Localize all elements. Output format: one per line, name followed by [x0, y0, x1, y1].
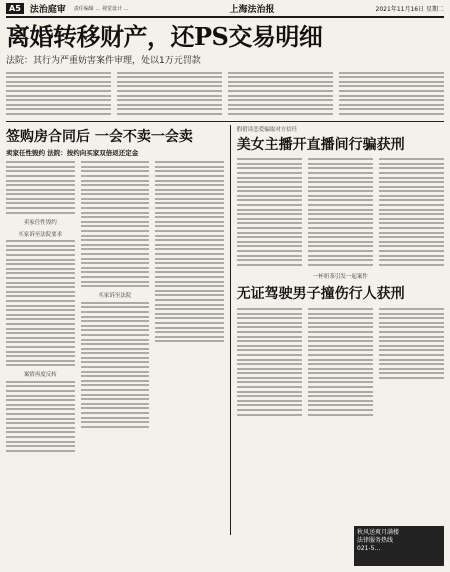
second-right-story-columns: [237, 305, 444, 534]
right-story-tag: 假借谈恋爱骗取对方信任: [236, 126, 298, 133]
issue-date: 2021年11月16日 星期二: [375, 5, 444, 13]
left-story-col-2: [81, 159, 150, 535]
left-story: [6, 125, 224, 535]
lead-article-col-1: [6, 69, 111, 118]
text-block: [117, 72, 222, 115]
column-divider: [230, 125, 231, 535]
left-story-minihead-1: 卖家任性毁约: [23, 219, 57, 226]
ad-line-1: 秋风送爽月满楼: [357, 529, 400, 536]
text-block: [155, 161, 224, 342]
text-block: [237, 308, 302, 416]
left-story-subtitle: 卖家任性毁约 法院：按约向买家双倍返还定金: [6, 148, 139, 157]
text-block: [379, 158, 444, 266]
lead-article-col-4: [339, 69, 444, 118]
lower-section: [6, 125, 444, 535]
lead-article-col-2: [117, 69, 222, 118]
text-block: [308, 158, 373, 266]
ad-line-2: 法律服务热线: [357, 537, 394, 544]
second-right-story-col-1: [237, 305, 302, 534]
text-block: [6, 240, 75, 366]
text-block: [6, 381, 75, 452]
lead-article-col-3: [228, 69, 333, 118]
right-story-columns: [237, 156, 444, 269]
second-right-story-col-3: [379, 305, 444, 534]
editor-credits: 责任编辑 … 视觉设计 …: [73, 5, 129, 12]
second-right-story-title: 无证驾驶男子撞伤行人获刑: [236, 286, 405, 303]
right-story-col-1: [237, 156, 302, 269]
text-block: [308, 308, 373, 416]
left-story-columns: [6, 159, 224, 535]
left-story-minihead-2: 买家诉至法院要求: [18, 231, 63, 238]
right-story-title: 美女主播开直播间行骗获刑: [236, 136, 405, 153]
masthead: [6, 0, 444, 18]
main-headline: 离婚转移财产，还PS交易明细: [6, 22, 323, 51]
text-block: [81, 161, 150, 287]
left-story-minihead-3: 案情再度反转: [23, 372, 57, 379]
right-story-col-2: [308, 156, 373, 269]
right-stories: [237, 125, 444, 535]
page-number: A5: [6, 3, 24, 14]
paper-name: 上海法治报: [229, 4, 275, 15]
text-block: [6, 72, 111, 115]
main-subhead: 法院：其行为严重妨害案件审理，处以1万元罚款: [6, 56, 201, 66]
section-name: 法治庭审: [29, 4, 66, 15]
text-block: [6, 161, 75, 214]
right-story-col-3: [379, 156, 444, 269]
left-story-col-1: [6, 159, 75, 535]
text-block: [339, 72, 444, 115]
text-block: [81, 302, 150, 428]
text-block: [237, 158, 302, 266]
section-divider: [6, 121, 444, 122]
left-story-minihead-4: 买家诉至法院: [98, 293, 132, 300]
left-story-title: 签购房合同后 一会不卖一会卖: [6, 128, 193, 145]
second-right-story-col-2: [308, 305, 373, 534]
ad-line-3: 021-5…: [357, 545, 381, 552]
left-story-col-3: [155, 159, 224, 535]
lead-article-columns: [6, 69, 444, 118]
text-block: [228, 72, 333, 115]
right-story-minihead: 一杯奶茶引发一起案件: [312, 274, 368, 281]
text-block: [379, 308, 444, 379]
ad-box: [354, 526, 444, 566]
